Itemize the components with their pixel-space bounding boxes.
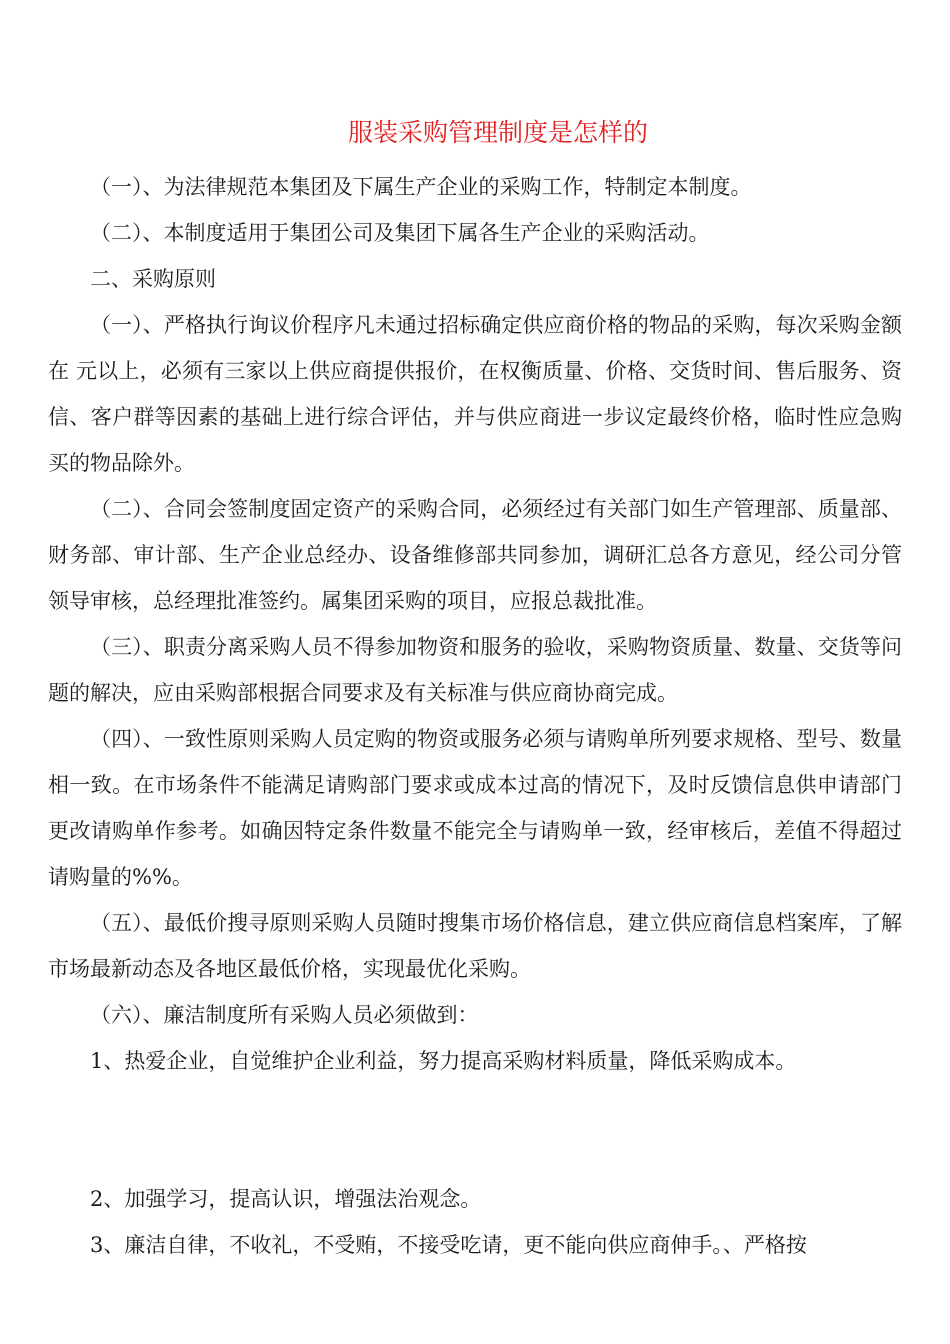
list-item-3: 3、廉洁自律，不收礼，不受贿，不接受吃请，更不能向供应商伸手。、严格按 <box>90 1233 807 1257</box>
paragraph-1: （一）、为法律规范本集团及下属生产企业的采购工作，特制定本制度。 <box>90 175 752 199</box>
list-item-1: 1、热爱企业，自觉维护企业利益，努力提高采购材料质量，降低采购成本。 <box>90 1049 797 1073</box>
paragraph-4: （二）、合同会签制度固定资产的采购合同，必须经过有关部门如生产管理部、质量部、财务部、审计部、生产企业总经办、设备维修部共同参加，调研汇总各方意见，经公司分管领导审核，总经理批准签约。属集团采购的项目，应报总裁批准。 <box>48 497 902 613</box>
paragraph-7: （五）、最低价搜寻原则采购人员随时搜集市场价格信息，建立供应商信息档案库，了解市场最新动态及各地区最低价格，实现最优化采购。 <box>48 911 902 981</box>
paragraph-5: （三）、职责分离采购人员不得参加物资和服务的验收，采购物资质量、数量、交货等问题的解决，应由采购部根据合同要求及有关标准与供应商协商完成。 <box>48 635 902 705</box>
document-body <box>48 164 902 1268</box>
paragraph-2: （二）、本制度适用于集团公司及集团下属各生产企业的采购活动。 <box>90 221 710 245</box>
list-item-2: 2、加强学习，提高认识，增强法治观念。 <box>90 1187 482 1211</box>
paragraph-3: （一）、严格执行询议价程序凡未通过招标确定供应商价格的物品的采购，每次采购金额在 元以上，必须有三家以上供应商提供报价，在权衡质量、价格、交货时间、售后服务、资信、客户群等因素的基础上进行综合评估，并与供应商进一步议定最终价格，临时性应急购买的物品除外。 <box>48 313 902 475</box>
document-title: 服装采购管理制度是怎样的 <box>347 118 648 147</box>
blank-space <box>48 1084 902 1176</box>
section-heading: 二、采购原则 <box>90 267 216 291</box>
paragraph-8: （六）、廉洁制度所有采购人员必须做到： <box>90 1003 479 1027</box>
paragraph-6: （四）、一致性原则采购人员定购的物资或服务必须与请购单所列要求规格、型号、数量相一致。在市场条件不能满足请购部门要求或成本过高的情况下，及时反馈信息供申请部门更改请购单作参考。如确因特定条件数量不能完全与请购单一致，经审核后，差值不得超过请购量的%%。 <box>48 727 902 889</box>
